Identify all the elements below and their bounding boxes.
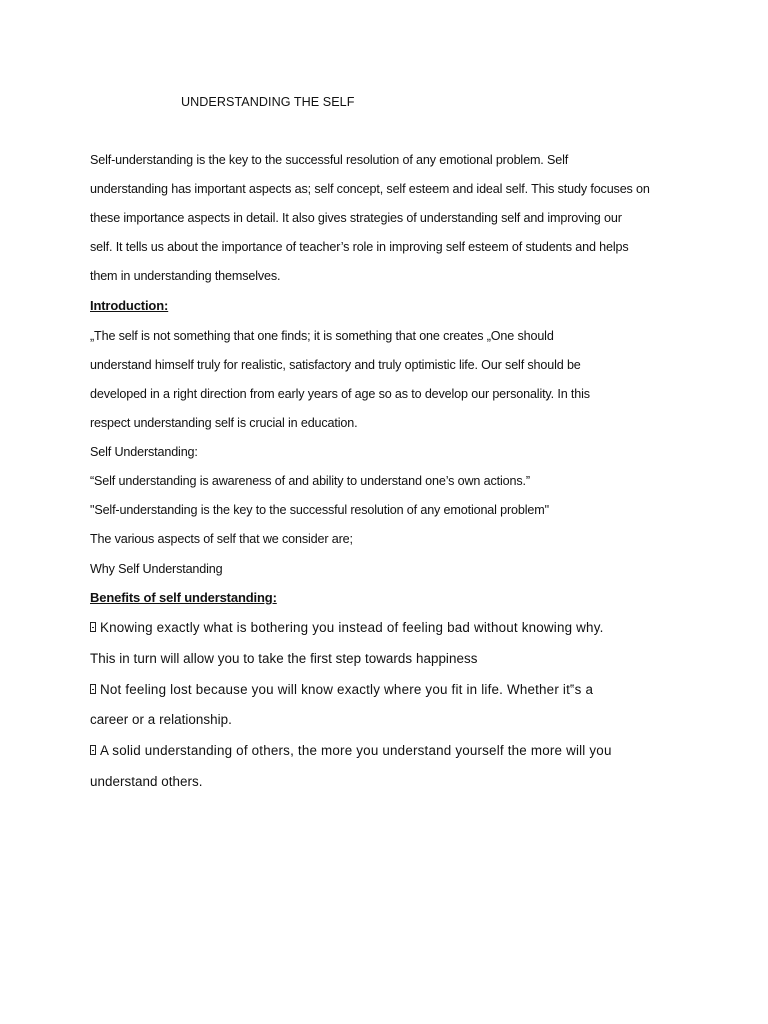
benefit-item-2-text: Not feeling lost because you will know exactly where you fit in life. Whether it‟s a: [100, 682, 594, 697]
definition-quote-2: "Self-understanding is the key to the successful resolution of any emotional problem": [90, 503, 549, 517]
benefit-item-3: [90, 743, 612, 759]
benefit-item-3-continuation: understand others.: [90, 774, 203, 789]
benefit-item-1-continuation: This in turn will allow you to take the first step towards happiness: [90, 651, 478, 666]
benefit-item-2: [90, 682, 593, 698]
why-self-understanding-line: Why Self Understanding: [90, 562, 223, 576]
bullet-box-icon: [90, 622, 96, 632]
self-understanding-heading: Self Understanding:: [90, 445, 198, 459]
page-title: UNDERSTANDING THE SELF: [181, 95, 355, 109]
aspects-line: The various aspects of self that we consider are;: [90, 532, 353, 546]
abstract-line-1: Self-understanding is the key to the successful resolution of any emotional problem. Self: [90, 153, 569, 167]
bullet-box-icon: [90, 745, 96, 755]
introduction-line-2: understand himself truly for realistic, satisfactory and truly optimistic life. Our self should be: [90, 358, 581, 372]
benefit-item-3-text: A solid understanding of others, the more you understand yourself the more will you: [100, 743, 612, 758]
introduction-line-1: „The self is not something that one finds; it is something that one creates „One should: [90, 329, 554, 343]
introduction-line-4: respect understanding self is crucial in education.: [90, 416, 358, 430]
introduction-heading: Introduction:: [90, 298, 169, 313]
abstract-line-5: them in understanding themselves.: [90, 269, 281, 283]
bullet-box-icon: [90, 684, 96, 694]
abstract-line-4: self. It tells us about the importance of teacher’s role in improving self esteem of students and helps: [90, 240, 629, 254]
abstract-line-2: understanding has important aspects as; self concept, self esteem and ideal self. This study focuses on: [90, 182, 650, 196]
benefit-item-1: [90, 620, 604, 636]
abstract-line-3: these importance aspects in detail. It also gives strategies of understanding self and improving our: [90, 211, 622, 225]
definition-quote-1: “Self understanding is awareness of and ability to understand one’s own actions.”: [90, 474, 530, 488]
introduction-line-3: developed in a right direction from early years of age so as to develop our personality. In this: [90, 387, 590, 401]
benefit-item-1-text: Knowing exactly what is bothering you instead of feeling bad without knowing why.: [100, 620, 604, 635]
benefits-heading: Benefits of self understanding:: [90, 590, 277, 605]
benefit-item-2-continuation: career or a relationship.: [90, 712, 232, 727]
